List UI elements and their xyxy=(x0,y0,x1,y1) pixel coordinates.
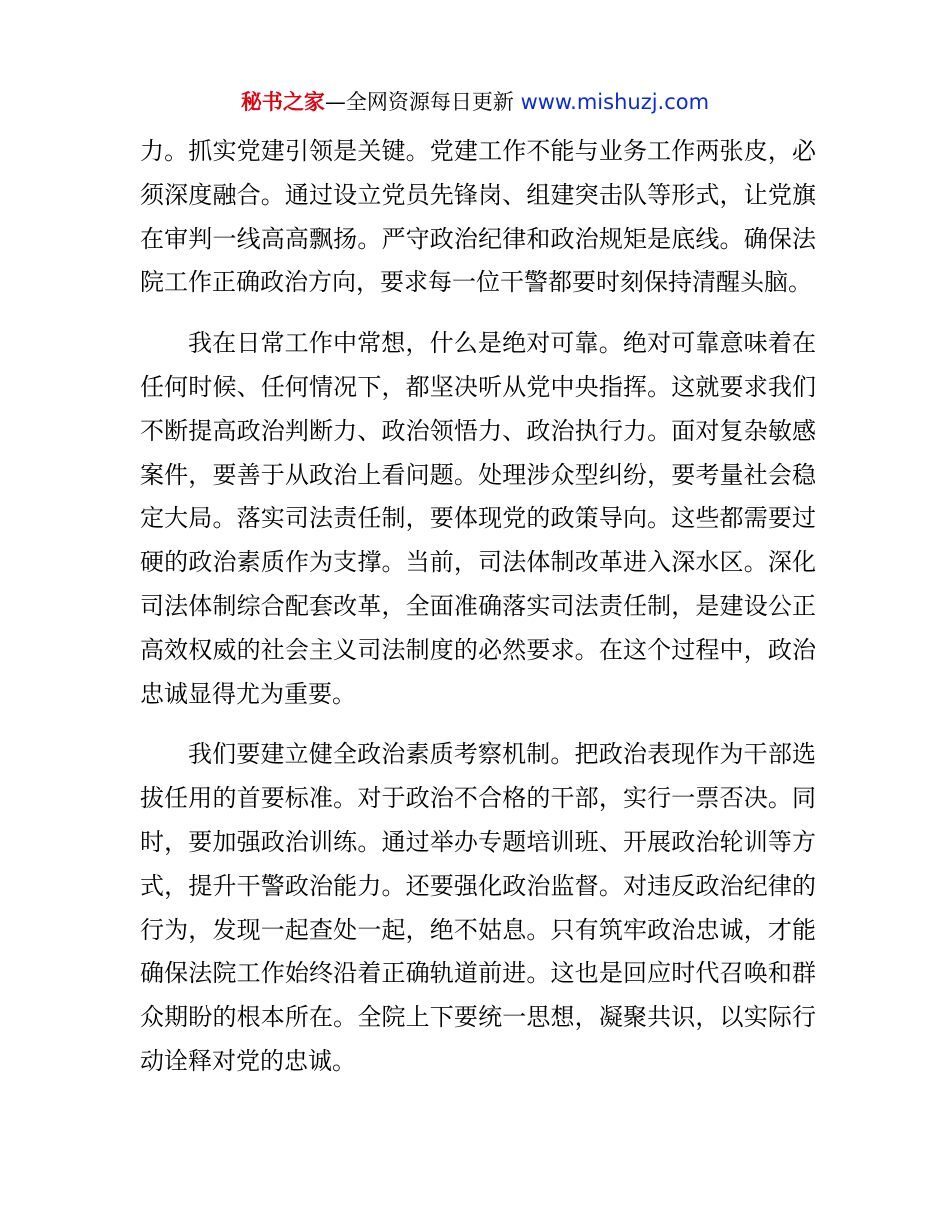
document-body xyxy=(140,130,816,1084)
site-tagline: —全网资源每日更新 xyxy=(324,90,514,114)
site-brand: 秘书之家 xyxy=(240,90,325,114)
site-url-link[interactable]: www.mishuzj.com xyxy=(520,90,710,114)
paragraph-evaluation-mechanism: 我们要建立健全政治素质考察机制。把政治表现作为干部选拔任用的首要标准。对于政治不合格的干部，实行一票否决。同时，要加强政治训练。通过举办专题培训班、开展政治轮训等方式，提升干警政治能力。还要强化政治监督。对违反政治纪律的行为，发现一起查处一起，绝不姑息。只有筑牢政治忠诚，才能确保法院工作始终沿着正确轨道前进。这也是回应时代召唤和群众期盼的根本所在。全院上下要统一思想，凝聚共识，以实际行动诠释对党的忠诚。 xyxy=(140,740,816,1075)
page-header xyxy=(0,86,950,118)
paragraph-continuation: 力。抓实党建引领是关键。党建工作不能与业务工作两张皮，必须深度融合。通过设立党员先锋岗、组建突击队等形式，让党旗在审判一线高高飘扬。严守政治纪律和政治规矩是底线。确保法院工作正确政治方向，要求每一位干警都要时刻保持清醒头脑。 xyxy=(140,137,816,297)
paragraph-absolute-reliability: 我在日常工作中常想，什么是绝对可靠。绝对可靠意味着在任何时候、任何情况下，都坚决听从党中央指挥。这就要求我们不断提高政治判断力、政治领悟力、政治执行力。面对复杂敏感案件，要善于从政治上看问题。处理涉众型纠纷，要考量社会稳定大局。落实司法责任制，要体现党的政策导向。这些都需要过硬的政治素质作为支撑。当前，司法体制改革进入深水区。深化司法体制综合配套改革，全面准确落实司法责任制，是建设公正高效权威的社会主义司法制度的必然要求。在这个过程中，政治忠诚显得尤为重要。 xyxy=(140,329,816,708)
